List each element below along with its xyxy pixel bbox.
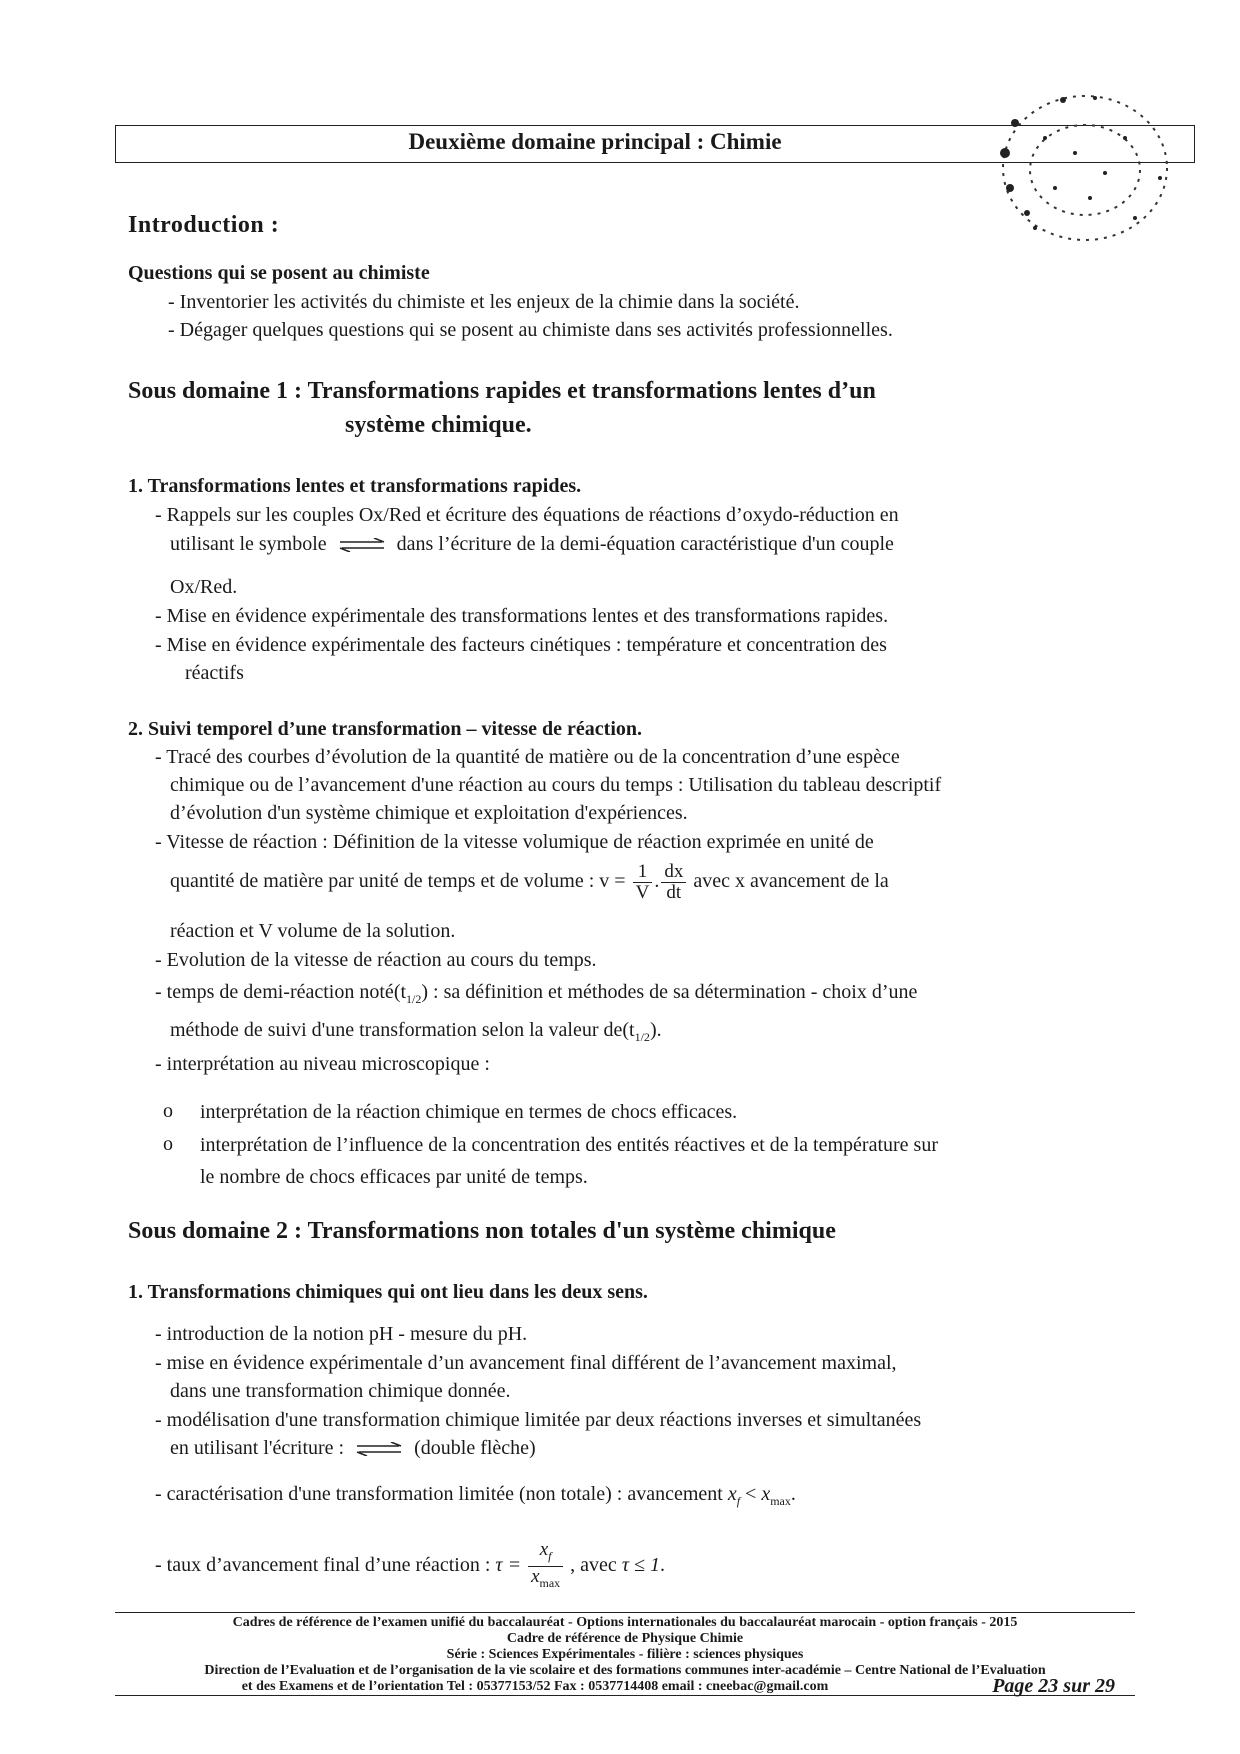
page-title: Deuxième domaine principal : Chimie: [408, 129, 782, 154]
sd1-title-line-1: Sous domaine 1 : Transformations rapides et transformations lentes d’un: [128, 378, 876, 404]
sd1-s2-line-10: - interprétation au niveau microscopique :: [155, 1053, 490, 1075]
sd1-s2-line-8: - temps de demi-réaction $noté(t_{1/2})$ : sa définition et méthodes de sa détermination - choix d’une: [155, 981, 918, 1006]
sd2-s1-line-4: - modélisation d'une transformation chimique limitée par deux réactions inverses et simultanées: [155, 1409, 922, 1431]
footer: [115, 1612, 1135, 1696]
footer-line-2: Cadre de référence de Physique Chimie: [506, 1631, 744, 1646]
sd1-s2-line-6: réaction et V volume de la solution.: [170, 920, 456, 942]
sd1-s1-line-5: - Mise en évidence expérimentale des facteurs cinétiques : température et concentration des: [155, 634, 887, 656]
sd2-s1-line-5: en utilisant l'écriture : (double flèche): [170, 1437, 536, 1459]
official-stamp: [975, 78, 1185, 258]
sd2-s1-line-1: - introduction de la notion pH - mesure du pH.: [155, 1323, 528, 1345]
footer-line-5: et des Examens et de l’orientation Tel : 05377153/52 Fax : 0537714408 email : cneebac@gmail.com: [241, 1679, 829, 1694]
sd1-s2-line-9: méthode de suivi d'une transformation selon la valeur $de(t_{1/2})$.: [170, 1019, 662, 1044]
sd1-s2-line-4: - Vitesse de réaction : Définition de la vitesse volumique de réaction exprimée en unité de: [155, 831, 874, 853]
fraction-xf-xmax: $\frac{x_f}{x_{max}}$: [528, 1540, 563, 1593]
sd1-s1-line-6: réactifs: [185, 662, 244, 684]
double-arrow-icon: [355, 1442, 403, 1456]
equilibrium-arrow-icon: [338, 538, 386, 552]
bullet-marker: o: [163, 1133, 173, 1155]
sd1-s2-line-2: chimique ou de l’avancement d'une réaction au cours du temps : Utilisation du tableau descriptif: [170, 774, 942, 796]
sd1-s2-line-5: quantité de matière par unité de temps et de volume : v = $\frac{1}{V}$ . $\frac{dx}{dt}$ avec x avancement de la: [170, 861, 889, 903]
footer-line-1: Cadres de référence de l’examen unifié du baccalauréat - Options internationales du baccalauréat marocain - option français - 2015: [232, 1615, 1018, 1630]
sd1-title-line-2: système chimique.: [345, 412, 532, 438]
sd1-s2-bullet-1: interprétation de la réaction chimique en termes de chocs efficaces.: [200, 1101, 738, 1123]
sd1-s2-line-7: - Evolution de la vitesse de réaction au cours du temps.: [155, 949, 597, 971]
sd1-s1-title: 1. Transformations lentes et transformations rapides.: [128, 475, 582, 497]
sd1-s1-line-4: - Mise en évidence expérimentale des transformations lentes et des transformations rapides.: [155, 605, 889, 627]
sd1-s1-line-3: Ox/Red.: [170, 576, 238, 598]
sd1-s2-line-3: d’évolution d'un système chimique et exploitation d'expériences.: [170, 802, 688, 824]
sd1-s1-line-2: utilisant le symbole dans l’écriture de la demi-équation caractéristique d'un couple: [170, 533, 894, 555]
questions-title: Questions qui se posent au chimiste: [128, 262, 430, 284]
fraction-1-over-v: $\frac{1}{V}$: [633, 862, 653, 903]
bullet-marker: o: [163, 1100, 173, 1122]
fraction-dx-dt: $\frac{dx}{dt}$: [661, 862, 686, 903]
sd2-title: Sous domaine 2 : Transformations non totales d'un système chimique: [128, 1218, 836, 1244]
footer-line-3: Série : Sciences Expérimentales - filière : sciences physiques: [446, 1647, 804, 1662]
sd2-s1-line-3: dans une transformation chimique donnée.: [170, 1380, 511, 1402]
sd1-s2-bullet-2: interprétation de l’influence de la concentration des entités réactives et de la température sur: [200, 1134, 938, 1156]
sd2-s1-line-2: - mise en évidence expérimentale d’un avancement final différent de l’avancement maximal,: [155, 1352, 897, 1374]
intro-title: Introduction :: [128, 212, 280, 238]
sd2-s1-line-6: - caractérisation d'une transformation limitée (non totale) : avancement $x_f < x_{max}$.: [155, 1483, 796, 1508]
sd1-s2-line-1: - Tracé des courbes d’évolution de la quantité de matière ou de la concentration d’une espèce: [155, 746, 900, 768]
sd1-s2-bullet-2-cont: le nombre de chocs efficaces par unité de temps.: [200, 1166, 588, 1188]
sd2-s1-line-7: - taux d’avancement final d’une réaction : τ = $\frac{x_f}{x_{max}}$ , avec τ ≤ 1.: [155, 1540, 665, 1593]
intro-line-2: - Dégager quelques questions qui se posent au chimiste dans ses activités professionnelles.: [168, 319, 893, 341]
sd1-s1-line-1: - Rappels sur les couples Ox/Red et écriture des équations de réactions d’oxydo-réduction en: [155, 504, 899, 526]
sd1-s2-title: 2. Suivi temporel d’une transformation – vitesse de réaction.: [128, 718, 643, 740]
intro-line-1: - Inventorier les activités du chimiste et les enjeux de la chimie dans la société.: [168, 291, 800, 313]
footer-line-4: Direction de l’Evaluation et de l’organisation de la vie scolaire et des formations communes inter-académie – Centre National de l’Evaluation: [204, 1663, 1046, 1678]
sd2-s1-title: 1. Transformations chimiques qui ont lieu dans les deux sens.: [128, 1281, 648, 1303]
page-number: Page 23 sur 29: [992, 1675, 1115, 1697]
